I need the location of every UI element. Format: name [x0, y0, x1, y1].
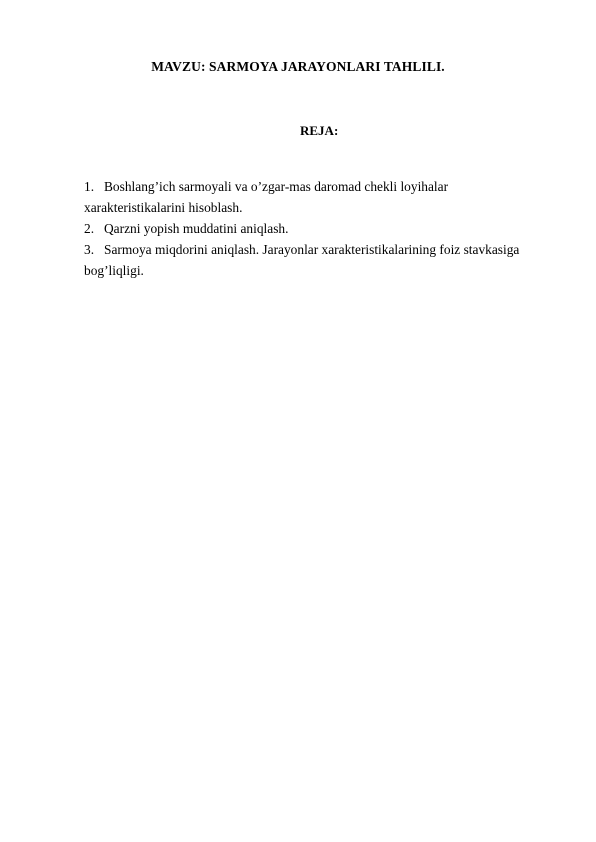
- plan-heading: REJA:: [300, 123, 339, 138]
- plan-item-text: Qarzni yopish muddatini aniqlash.: [104, 221, 289, 236]
- plan-item-continuation: xarakteristikalarini hisoblash.: [84, 200, 243, 215]
- plan-item-number: 2.: [84, 221, 95, 236]
- page-title: MAVZU: SARMOYA JARAYONLARI TAHLILI.: [151, 59, 445, 74]
- plan-item-number: 3.: [84, 242, 95, 257]
- plan-item-continuation: bog’liqligi.: [84, 263, 144, 278]
- plan-item-text: Sarmoya miqdorini aniqlash. Jarayonlar xarakteristikalarining foiz stavkasiga: [104, 242, 520, 257]
- plan-item-2: [84, 218, 554, 239]
- plan-item-1: [84, 176, 554, 218]
- plan-item-number: 1.: [84, 179, 95, 194]
- plan-list: [84, 176, 554, 281]
- plan-item-text: Boshlang’ich sarmoyali va o’zgar-mas daromad chekli loyihalar: [104, 179, 449, 194]
- plan-item-3: [84, 239, 554, 281]
